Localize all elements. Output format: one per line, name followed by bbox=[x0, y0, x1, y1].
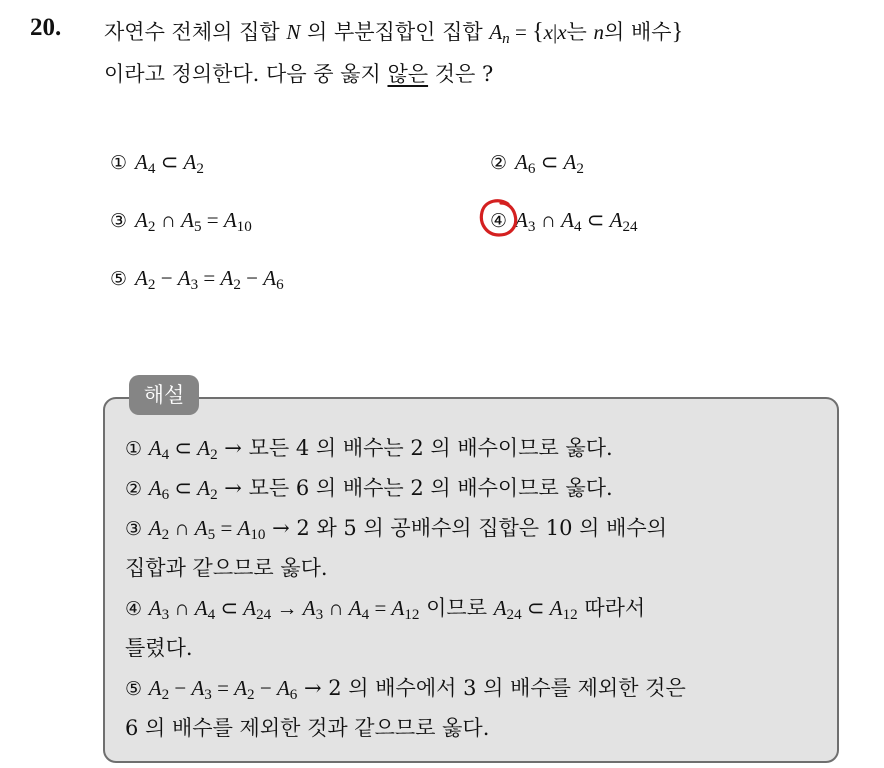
solution-number: ① bbox=[125, 438, 143, 460]
operator: ⊂ bbox=[521, 596, 550, 620]
operator: ∩ bbox=[535, 208, 562, 232]
operator: ∩ bbox=[169, 596, 195, 620]
question-line-2 bbox=[104, 58, 493, 88]
question-text: 이라고 정의한다. 다음 중 옳지 bbox=[104, 62, 388, 86]
solution-number: ⑤ bbox=[125, 678, 143, 700]
subscript: 4 bbox=[573, 219, 582, 236]
operator: ∩ bbox=[169, 516, 195, 540]
set-symbol: A bbox=[194, 596, 208, 620]
set-builder-bar: | bbox=[553, 20, 558, 44]
set-symbol: A bbox=[148, 516, 162, 540]
operator: ⊂ bbox=[535, 150, 564, 174]
question-text: 자연수 전체의 집합 bbox=[104, 20, 287, 44]
subscript: 12 bbox=[404, 607, 420, 624]
operator: − bbox=[240, 266, 264, 290]
operator: = bbox=[369, 596, 392, 620]
set-symbol: A bbox=[148, 436, 162, 460]
question-text: 의 부분집합인 집합 bbox=[300, 20, 490, 44]
set-symbol: A bbox=[348, 596, 362, 620]
subscript: 3 bbox=[527, 219, 536, 236]
arrow-icon: → bbox=[271, 596, 303, 620]
subscript: 3 bbox=[315, 607, 324, 624]
operator: ⊂ bbox=[169, 476, 198, 500]
set-symbol: A bbox=[563, 150, 577, 174]
subscript: 4 bbox=[147, 161, 156, 178]
var-n: n bbox=[593, 20, 605, 44]
solution-label: 해설 bbox=[129, 375, 199, 415]
operator: − bbox=[169, 676, 192, 700]
solution-line-5b: 6 의 배수를 제외한 것과 같으므로 옳다. bbox=[125, 716, 490, 740]
solution-line-1 bbox=[125, 432, 613, 464]
equals-sign: = bbox=[509, 20, 533, 44]
choice-5[interactable] bbox=[110, 266, 284, 294]
operator: ∩ bbox=[155, 208, 182, 232]
solution-number: ④ bbox=[125, 598, 143, 620]
solution-text: → 2 와 5 의 공배수의 집합은 10 의 배수의 bbox=[265, 516, 667, 540]
set-symbol: A bbox=[183, 150, 197, 174]
subscript: 2 bbox=[147, 219, 156, 236]
set-symbol: A bbox=[191, 676, 205, 700]
set-symbol: A bbox=[234, 676, 248, 700]
solution-line-4 bbox=[125, 592, 645, 624]
solution-text: → 모든 4 의 배수는 2 의 배수이므로 옳다. bbox=[217, 436, 613, 460]
subscript: 12 bbox=[562, 607, 578, 624]
set-symbol: A bbox=[237, 516, 251, 540]
operator: ∩ bbox=[323, 596, 349, 620]
set-symbol: A bbox=[197, 476, 211, 500]
operator: ⊂ bbox=[169, 436, 198, 460]
set-symbol: A bbox=[263, 266, 277, 290]
solution-number: ② bbox=[125, 478, 143, 500]
subscript: 4 bbox=[207, 607, 216, 624]
set-symbol: A bbox=[549, 596, 563, 620]
solution-text: → 2 의 배수에서 3 의 배수를 제외한 것은 bbox=[297, 676, 686, 700]
subscript: 2 bbox=[210, 487, 218, 504]
question-text: 것은 ? bbox=[428, 62, 494, 86]
subscript: 2 bbox=[210, 447, 218, 464]
solution-number: ③ bbox=[125, 518, 143, 540]
choice-number: ① bbox=[110, 152, 128, 174]
choice-number: ④ bbox=[490, 210, 508, 232]
operator: ⊂ bbox=[581, 208, 610, 232]
subscript: 2 bbox=[161, 687, 170, 704]
set-n-symbol: N bbox=[286, 20, 301, 44]
subscript: 3 bbox=[161, 607, 170, 624]
subscript: 5 bbox=[207, 527, 216, 544]
solution-line-3 bbox=[125, 512, 667, 544]
subscript: 6 bbox=[527, 161, 536, 178]
set-symbol: A bbox=[177, 266, 191, 290]
var-x: x bbox=[557, 20, 567, 44]
var-x: x bbox=[543, 20, 553, 44]
question-text: 는 bbox=[566, 20, 594, 44]
operator: = bbox=[198, 266, 221, 290]
set-symbol: A bbox=[197, 436, 211, 460]
set-symbol: A bbox=[135, 150, 148, 174]
set-symbol: A bbox=[609, 208, 623, 232]
subscript: 2 bbox=[576, 161, 584, 178]
choice-2[interactable] bbox=[490, 150, 584, 178]
set-symbol: A bbox=[276, 676, 290, 700]
set-symbol: A bbox=[515, 150, 528, 174]
set-a-symbol: A bbox=[489, 20, 503, 44]
subscript: 6 bbox=[276, 277, 284, 294]
set-symbol: A bbox=[220, 266, 234, 290]
operator: = bbox=[201, 208, 224, 232]
set-symbol: A bbox=[243, 596, 257, 620]
red-circle-mark-icon bbox=[478, 197, 520, 239]
underlined-word: 않은 bbox=[387, 62, 429, 86]
subscript: 24 bbox=[256, 607, 272, 624]
solution-line-2 bbox=[125, 472, 613, 504]
solution-text: 이므로 bbox=[419, 596, 494, 620]
solution-text: → 모든 6 의 배수는 2 의 배수이므로 옳다. bbox=[217, 476, 613, 500]
set-symbol: A bbox=[302, 596, 316, 620]
set-symbol: A bbox=[135, 208, 148, 232]
subscript: 2 bbox=[196, 161, 204, 178]
choice-number: ③ bbox=[110, 210, 128, 232]
subscript: 10 bbox=[250, 527, 266, 544]
brace-close: } bbox=[671, 18, 684, 45]
subscript: 2 bbox=[161, 527, 170, 544]
set-symbol: A bbox=[148, 476, 162, 500]
operator: = bbox=[215, 516, 238, 540]
operator: ⊂ bbox=[215, 596, 244, 620]
operator: − bbox=[155, 266, 178, 290]
solution-text: 따라서 bbox=[577, 596, 646, 620]
subscript: 6 bbox=[289, 687, 298, 704]
choice-number: ② bbox=[490, 152, 508, 174]
solution-line-3b: 집합과 같으므로 옳다. bbox=[125, 556, 328, 580]
set-a-subscript: n bbox=[502, 31, 510, 48]
question-line-1 bbox=[104, 16, 683, 48]
set-symbol: A bbox=[561, 208, 574, 232]
choice-number: ⑤ bbox=[110, 268, 128, 290]
operator: − bbox=[254, 676, 277, 700]
subscript: 6 bbox=[161, 487, 170, 504]
choice-1[interactable] bbox=[110, 150, 204, 178]
subscript: 2 bbox=[147, 277, 156, 294]
subscript: 4 bbox=[361, 607, 370, 624]
solution-line-5 bbox=[125, 672, 686, 704]
brace-open: { bbox=[532, 18, 544, 45]
operator: ⊂ bbox=[155, 150, 184, 174]
set-symbol: A bbox=[493, 596, 507, 620]
subscript: 3 bbox=[190, 277, 199, 294]
set-symbol: A bbox=[515, 208, 528, 232]
set-symbol: A bbox=[391, 596, 405, 620]
set-symbol: A bbox=[135, 266, 148, 290]
set-symbol: A bbox=[223, 208, 237, 232]
choice-3[interactable] bbox=[110, 208, 252, 236]
subscript: 2 bbox=[247, 687, 255, 704]
question-text: 의 배수 bbox=[604, 20, 672, 44]
operator: = bbox=[211, 676, 235, 700]
set-symbol: A bbox=[148, 676, 162, 700]
subscript: 5 bbox=[193, 219, 202, 236]
subscript: 2 bbox=[233, 277, 241, 294]
set-symbol: A bbox=[181, 208, 194, 232]
subscript: 24 bbox=[506, 607, 522, 624]
question-number: 20. bbox=[30, 14, 62, 41]
subscript: 4 bbox=[161, 447, 170, 464]
subscript: 24 bbox=[622, 219, 638, 236]
subscript: 10 bbox=[236, 219, 252, 236]
set-symbol: A bbox=[194, 516, 208, 540]
subscript: 3 bbox=[204, 687, 212, 704]
set-symbol: A bbox=[148, 596, 162, 620]
solution-line-4b: 틀렸다. bbox=[125, 636, 193, 660]
